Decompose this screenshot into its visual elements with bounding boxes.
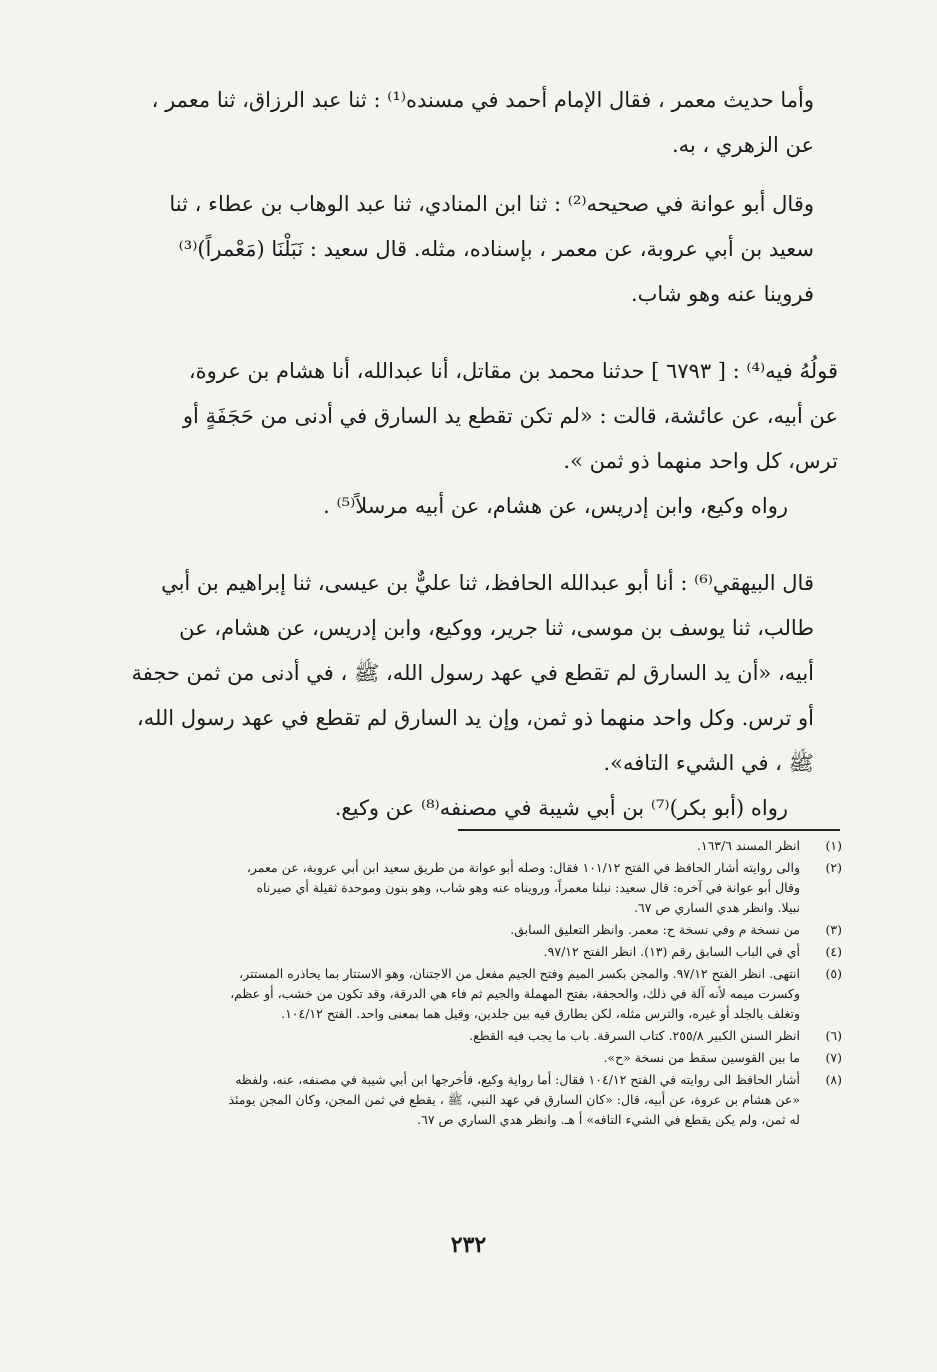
paragraph-5	[78, 561, 838, 786]
paragraph-2	[78, 182, 838, 317]
text-line: أو ترس. وكل واحد منهما ذو ثمن، وإن يد السارق لم تقطع في عهد رسول الله،	[136, 706, 814, 730]
footnote-line: «عن هشام بن عروة، عن أبيه، قال: «كان السارق في عهد النبي، ﷺ ، يقطع في ثمن المجن، وكان المجن يومئذ	[228, 1092, 800, 1107]
footnote-line: أي في الباب السابق رقم (١٣). انظر الفتح ٩٧/١٢.	[543, 944, 800, 959]
footnote-line: أشار الحافظ الى روايته في الفتح ١٠٤/١٢ فقال: أما رواية وكيع، فأخرجها ابن أبي شيبة في مصنفه، عنه، ولفظه	[235, 1072, 800, 1087]
footnote-8	[84, 1070, 842, 1130]
footnote-line: انتهى. انظر الفتح ٩٧/١٢. والمجن بكسر الميم وفتح الجيم مفعل من الاجتنان، وهو الاستتار بما يحاذره المستتر،	[239, 966, 800, 981]
footnote-line: والى روايته أشار الحافظ في الفتح ١٠١/١٢ فقال: وصله أبو عوانة من طريق سعيد ابن أبي عروبة، عن معمر،	[246, 860, 800, 875]
paragraph-3	[78, 349, 838, 484]
text-line: وأما حديث معمر ، فقال الإمام أحمد في مسنده⁽¹⁾ : ثنا عبد الرزاق، ثنا معمر ،	[151, 88, 814, 112]
footnote-divider	[458, 829, 840, 831]
footnote-line: وتغلف بالجلد أو غيره، والترس مثله، لكن يطارق فيه بين جلدين، وقيل هما بمعنى واحد. الفتح ١٠٤/١٢.	[281, 1006, 800, 1021]
footnote-6	[84, 1026, 842, 1046]
paragraph-4	[78, 484, 838, 529]
footnote-3	[84, 920, 842, 940]
paragraph-1	[78, 78, 838, 168]
footnote-line: له ثمن، ولم يكن يقطع في الشيء التافه» أ هـ. وانظر هدي الساري ص ٦٧.	[417, 1112, 800, 1127]
text-line: عن الزهري ، به.	[671, 133, 814, 157]
text-line: رواه وكيع، وابن إدريس، عن هشام، عن أبيه مرسلاً⁽⁵⁾ .	[323, 494, 788, 518]
footnotes	[84, 836, 842, 1132]
footnote-line: من نسخة م وفي نسخة ح: معمر. وانظر التعليق السابق.	[510, 922, 800, 937]
footnote-number: (٤)	[825, 944, 842, 959]
text-line: عن أبيه، عن عائشة، قالت : «لم تكن تقطع يد السارق في أدنى من حَجَفَةٍ أو	[182, 404, 838, 428]
text-line: طالب، ثنا يوسف بن موسى، ثنا جرير، ووكيع، وابن إدريس، عن هشام، عن	[179, 616, 814, 640]
text-line: أبيه، «أن يد السارق لم تقطع في عهد رسول الله، ﷺ ، في أدنى من ثمن حجفة	[131, 661, 814, 685]
footnote-text	[84, 1026, 800, 1046]
text-line: رواه (أبو بكر)⁽⁷⁾ بن أبي شيبة في مصنفه⁽⁸⁾ عن وكيع.	[334, 796, 788, 820]
footnote-number: (٧)	[825, 1050, 842, 1065]
text-line: قولُهُ فيه⁽⁴⁾ : [ ٦٧٩٣ ] حدثنا محمد بن مقاتل، أنا عبدالله، أنا هشام بن عروة،	[188, 359, 838, 383]
main-text	[78, 78, 838, 831]
footnote-text	[84, 858, 800, 918]
footnote-1	[84, 836, 842, 856]
footnote-text	[84, 920, 800, 940]
footnote-text	[84, 1070, 800, 1130]
footnote-line: انظر السنن الكبير ٢٥٥/٨. كتاب السرقة. باب ما يجب فيه القطع.	[469, 1028, 800, 1043]
footnote-2	[84, 858, 842, 918]
footnote-number: (٥)	[825, 966, 842, 981]
text-line: ﷺ ، في الشيء التافه».	[603, 751, 814, 775]
footnote-line: وقال أبو عوانة في آخره: قال سعيد: نبلنا معمراً، ورويناه عنه وهو شاب، وهو بنون وموحدة ثقيلة أي صيرناه	[256, 880, 800, 895]
footnote-number: (٦)	[825, 1028, 842, 1043]
footnote-text	[84, 942, 800, 962]
footnote-text	[84, 1048, 800, 1068]
footnote-line: وكسرت ميمه لأنه آلة في ذلك، والحجفة، بفتح المهملة والجيم ثم فاء هي الدرقة، وقد تكون من خشب، أو عظم،	[230, 986, 800, 1001]
footnote-number: (١)	[825, 838, 842, 853]
footnote-text	[84, 964, 800, 1024]
text-line: فروينا عنه وهو شاب.	[630, 282, 814, 306]
text-line: وقال أبو عوانة في صحيحه⁽²⁾ : ثنا ابن المنادي، ثنا عبد الوهاب بن عطاء ، ثنا	[169, 192, 814, 216]
footnote-line: انظر المسند ١٦٣/٦.	[696, 838, 800, 853]
page-number: ٢٣٢	[450, 1232, 487, 1258]
paragraph-6	[78, 786, 838, 831]
footnote-line: نبيلا. وانظر هدي الساري ص ٦٧.	[634, 900, 800, 915]
footnote-number: (٢)	[825, 860, 842, 875]
footnote-4	[84, 942, 842, 962]
footnote-7	[84, 1048, 842, 1068]
text-line: قال البيهقي⁽⁶⁾ : أنا أبو عبدالله الحافظ، ثنا عليٌّ بن عيسى، ثنا إبراهيم بن أبي	[161, 571, 814, 595]
footnote-number: (٣)	[825, 922, 842, 937]
footnote-5	[84, 964, 842, 1024]
text-line: ترس، كل واحد منهما ذو ثمن ».	[563, 449, 838, 473]
text-line: سعيد بن أبي عروبة، عن معمر ، بإسناده، مثله. قال سعيد : نَبَلْنَا (مَعْمراً)⁽³⁾	[178, 237, 814, 261]
footnote-line: ما بين القوسين سقط من نسخة «ح».	[603, 1050, 800, 1065]
footnote-text	[84, 836, 800, 856]
footnote-number: (٨)	[825, 1072, 842, 1087]
